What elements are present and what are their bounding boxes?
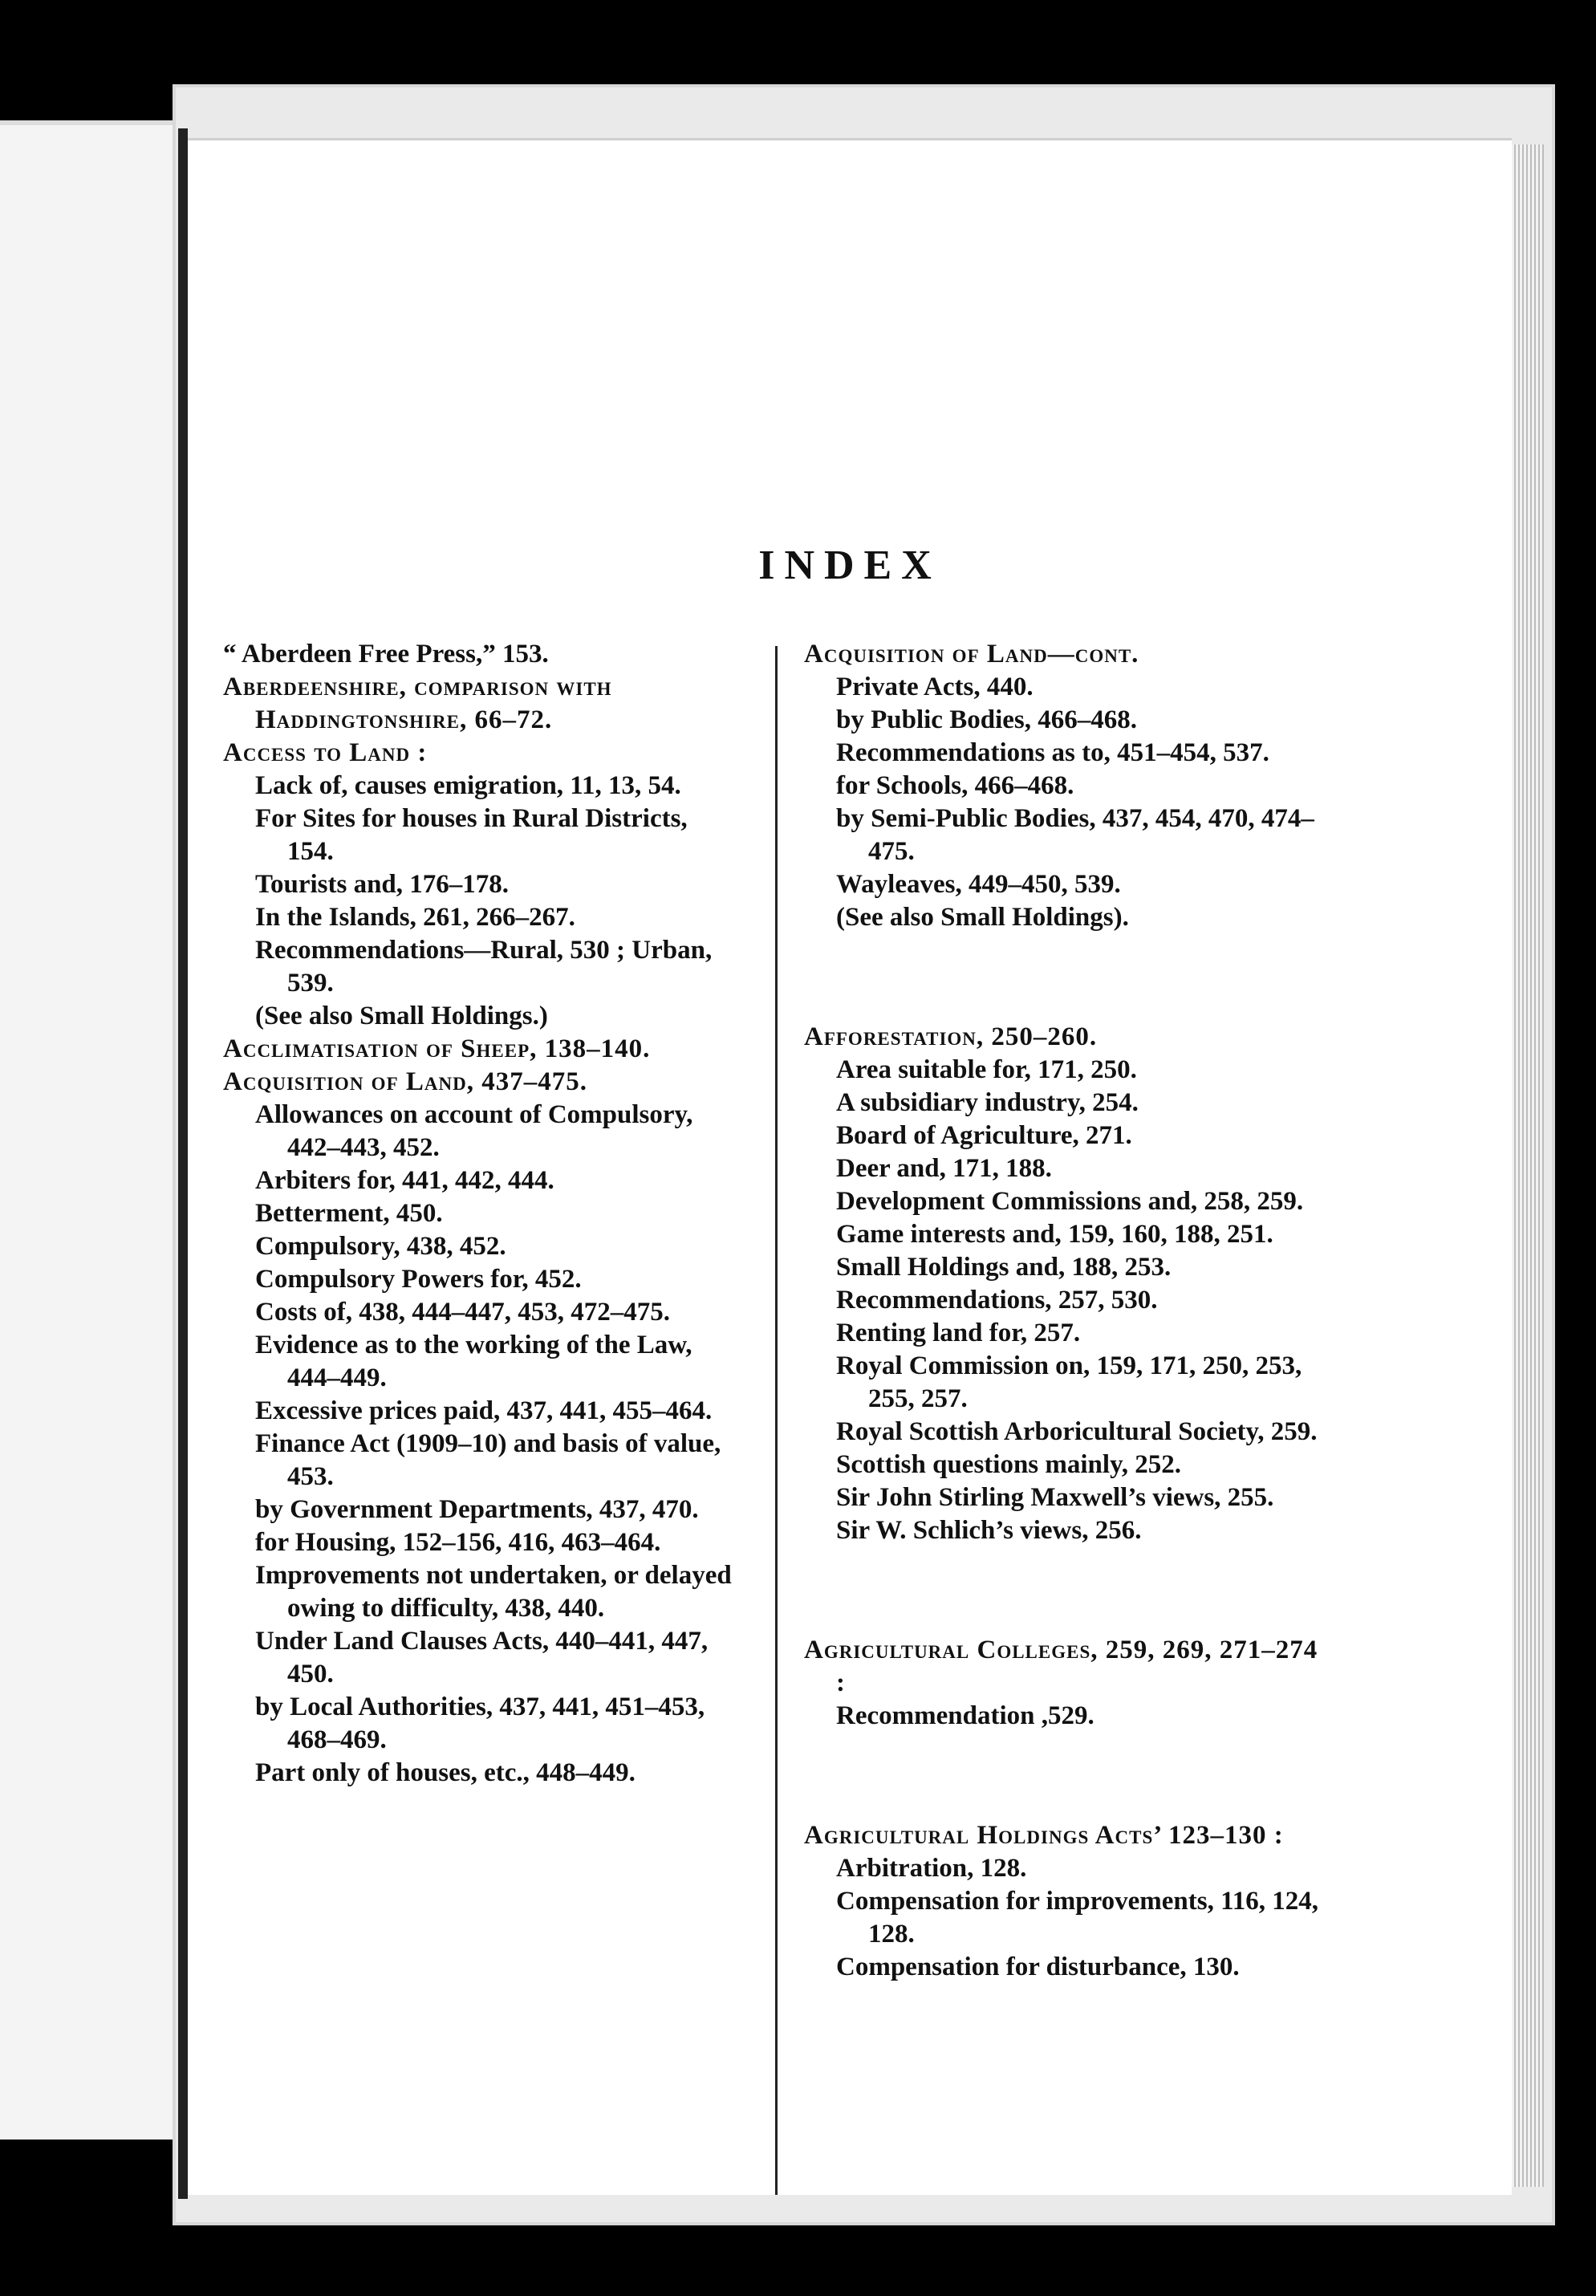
index-subentry: Scottish questions mainly, 252. bbox=[836, 1450, 1181, 1479]
index-subentry: Recommendations—Rural, 530 ; Urban, 539. bbox=[255, 936, 713, 998]
index-subentry: for Schools, 466–468. bbox=[836, 771, 1074, 800]
index-subentry: Private Acts, 440. bbox=[836, 673, 1034, 701]
index-entry: Afforestation, 250–260. bbox=[804, 1022, 1098, 1051]
index-subentry: Improvements not undertaken, or delayed owing to difficulty, 438, 440. bbox=[255, 1561, 732, 1623]
index-subentry: Part only of houses, etc., 448–449. bbox=[255, 1758, 636, 1787]
index-subentry: Finance Act (1909–10) and basis of value, 453. bbox=[255, 1429, 721, 1491]
index-subentry: Arbiters for, 441, 442, 444. bbox=[255, 1166, 554, 1195]
index-subentry: Development Commissions and, 258, 259. bbox=[836, 1187, 1304, 1216]
page-title: INDEX bbox=[758, 543, 941, 588]
index-entry: Aberdeenshire, comparison with Haddingtonshire, 66–72. bbox=[223, 673, 612, 734]
index-subentry: In the Islands, 261, 266–267. bbox=[255, 903, 575, 932]
index-subentry: Evidence as to the working of the Law, 444–449. bbox=[255, 1331, 692, 1392]
index-subentry: Wayleaves, 449–450, 539. bbox=[836, 870, 1121, 899]
index-subentry: Compulsory Powers for, 452. bbox=[255, 1265, 582, 1294]
index-subentry: Costs of, 438, 444–447, 453, 472–475. bbox=[255, 1298, 670, 1327]
index-subentry: Excessive prices paid, 437, 441, 455–464. bbox=[255, 1396, 713, 1425]
index-subentry: Royal Commission on, 159, 171, 250, 253, 255, 257. bbox=[836, 1351, 1302, 1413]
index-subentry: for Housing, 152–156, 416, 463–464. bbox=[255, 1528, 661, 1557]
index-subentry: (See also Small Holdings). bbox=[836, 903, 1129, 932]
index-subentry: by Local Authorities, 437, 441, 451–453, 468–469. bbox=[255, 1693, 705, 1754]
entry-spacer bbox=[804, 1759, 1326, 1793]
index-subentry: by Semi-Public Bodies, 437, 454, 470, 474–475. bbox=[836, 804, 1314, 866]
index-subentry: Betterment, 450. bbox=[255, 1199, 443, 1228]
index-entry: Agricultural Holdings Acts’ 123–130 : bbox=[804, 1821, 1284, 1850]
index-subentry: Deer and, 171, 188. bbox=[836, 1154, 1052, 1183]
index-subentry: Lack of, causes emigration, 11, 13, 54. bbox=[255, 771, 681, 800]
index-entry: Access to Land : bbox=[223, 738, 428, 767]
index-subentry: Recommendations, 257, 530. bbox=[836, 1286, 1158, 1315]
index-subentry: Arbitration, 128. bbox=[836, 1854, 1027, 1883]
index-subentry: Compensation for improvements, 116, 124, 128. bbox=[836, 1887, 1319, 1949]
index-entry: Acquisition of Land—cont. bbox=[804, 640, 1139, 668]
index-entry: Acquisition of Land, 437–475. bbox=[223, 1067, 587, 1096]
entry-spacer bbox=[804, 1574, 1326, 1607]
index-subentry: by Public Bodies, 466–468. bbox=[836, 705, 1137, 734]
index-column-left bbox=[223, 638, 737, 1790]
index-entry: “ Aberdeen Free Press,” 153. bbox=[223, 640, 549, 668]
index-subentry: Royal Scottish Arboricultural Society, 259. bbox=[836, 1417, 1318, 1446]
index-column-right bbox=[804, 638, 1326, 1984]
facing-page bbox=[0, 120, 177, 2140]
index-subentry: Game interests and, 159, 160, 188, 251. bbox=[836, 1220, 1273, 1249]
index-subentry: Renting land for, 257. bbox=[836, 1319, 1081, 1347]
index-subentry: Compensation for disturbance, 130. bbox=[836, 1953, 1240, 1981]
book-gutter bbox=[178, 128, 188, 2199]
index-page bbox=[188, 138, 1512, 2195]
index-subentry: Small Holdings and, 188, 253. bbox=[836, 1253, 1172, 1282]
index-subentry: Recommendations as to, 451–454, 537. bbox=[836, 738, 1269, 767]
page-fore-edge bbox=[1512, 144, 1544, 2187]
index-subentry: Allowances on account of Compulsory, 442–443, 452. bbox=[255, 1100, 693, 1162]
index-subentry: Sir John Stirling Maxwell’s views, 255. bbox=[836, 1483, 1274, 1512]
index-subentry: by Government Departments, 437, 470. bbox=[255, 1495, 699, 1524]
index-subentry: Recommendation ,529. bbox=[836, 1701, 1094, 1730]
index-entry: Acclimatisation of Sheep, 138–140. bbox=[223, 1034, 651, 1063]
index-subentry: A subsidiary industry, 254. bbox=[836, 1088, 1139, 1117]
index-subentry: Compulsory, 438, 452. bbox=[255, 1232, 506, 1261]
index-subentry: Under Land Clauses Acts, 440–441, 447, 450. bbox=[255, 1627, 709, 1688]
index-subentry: Sir W. Schlich’s views, 256. bbox=[836, 1516, 1142, 1545]
index-subentry: (See also Small Holdings.) bbox=[255, 1002, 548, 1030]
index-subentry: Area suitable for, 171, 250. bbox=[836, 1055, 1137, 1084]
index-subentry: Board of Agriculture, 271. bbox=[836, 1121, 1132, 1150]
entry-spacer bbox=[804, 961, 1326, 994]
column-divider bbox=[775, 646, 778, 2195]
index-entry: Agricultural Colleges, 259, 269, 271–274 : bbox=[804, 1636, 1318, 1697]
index-subentry: For Sites for houses in Rural Districts, 154. bbox=[255, 804, 688, 866]
index-subentry: Tourists and, 176–178. bbox=[255, 870, 510, 899]
